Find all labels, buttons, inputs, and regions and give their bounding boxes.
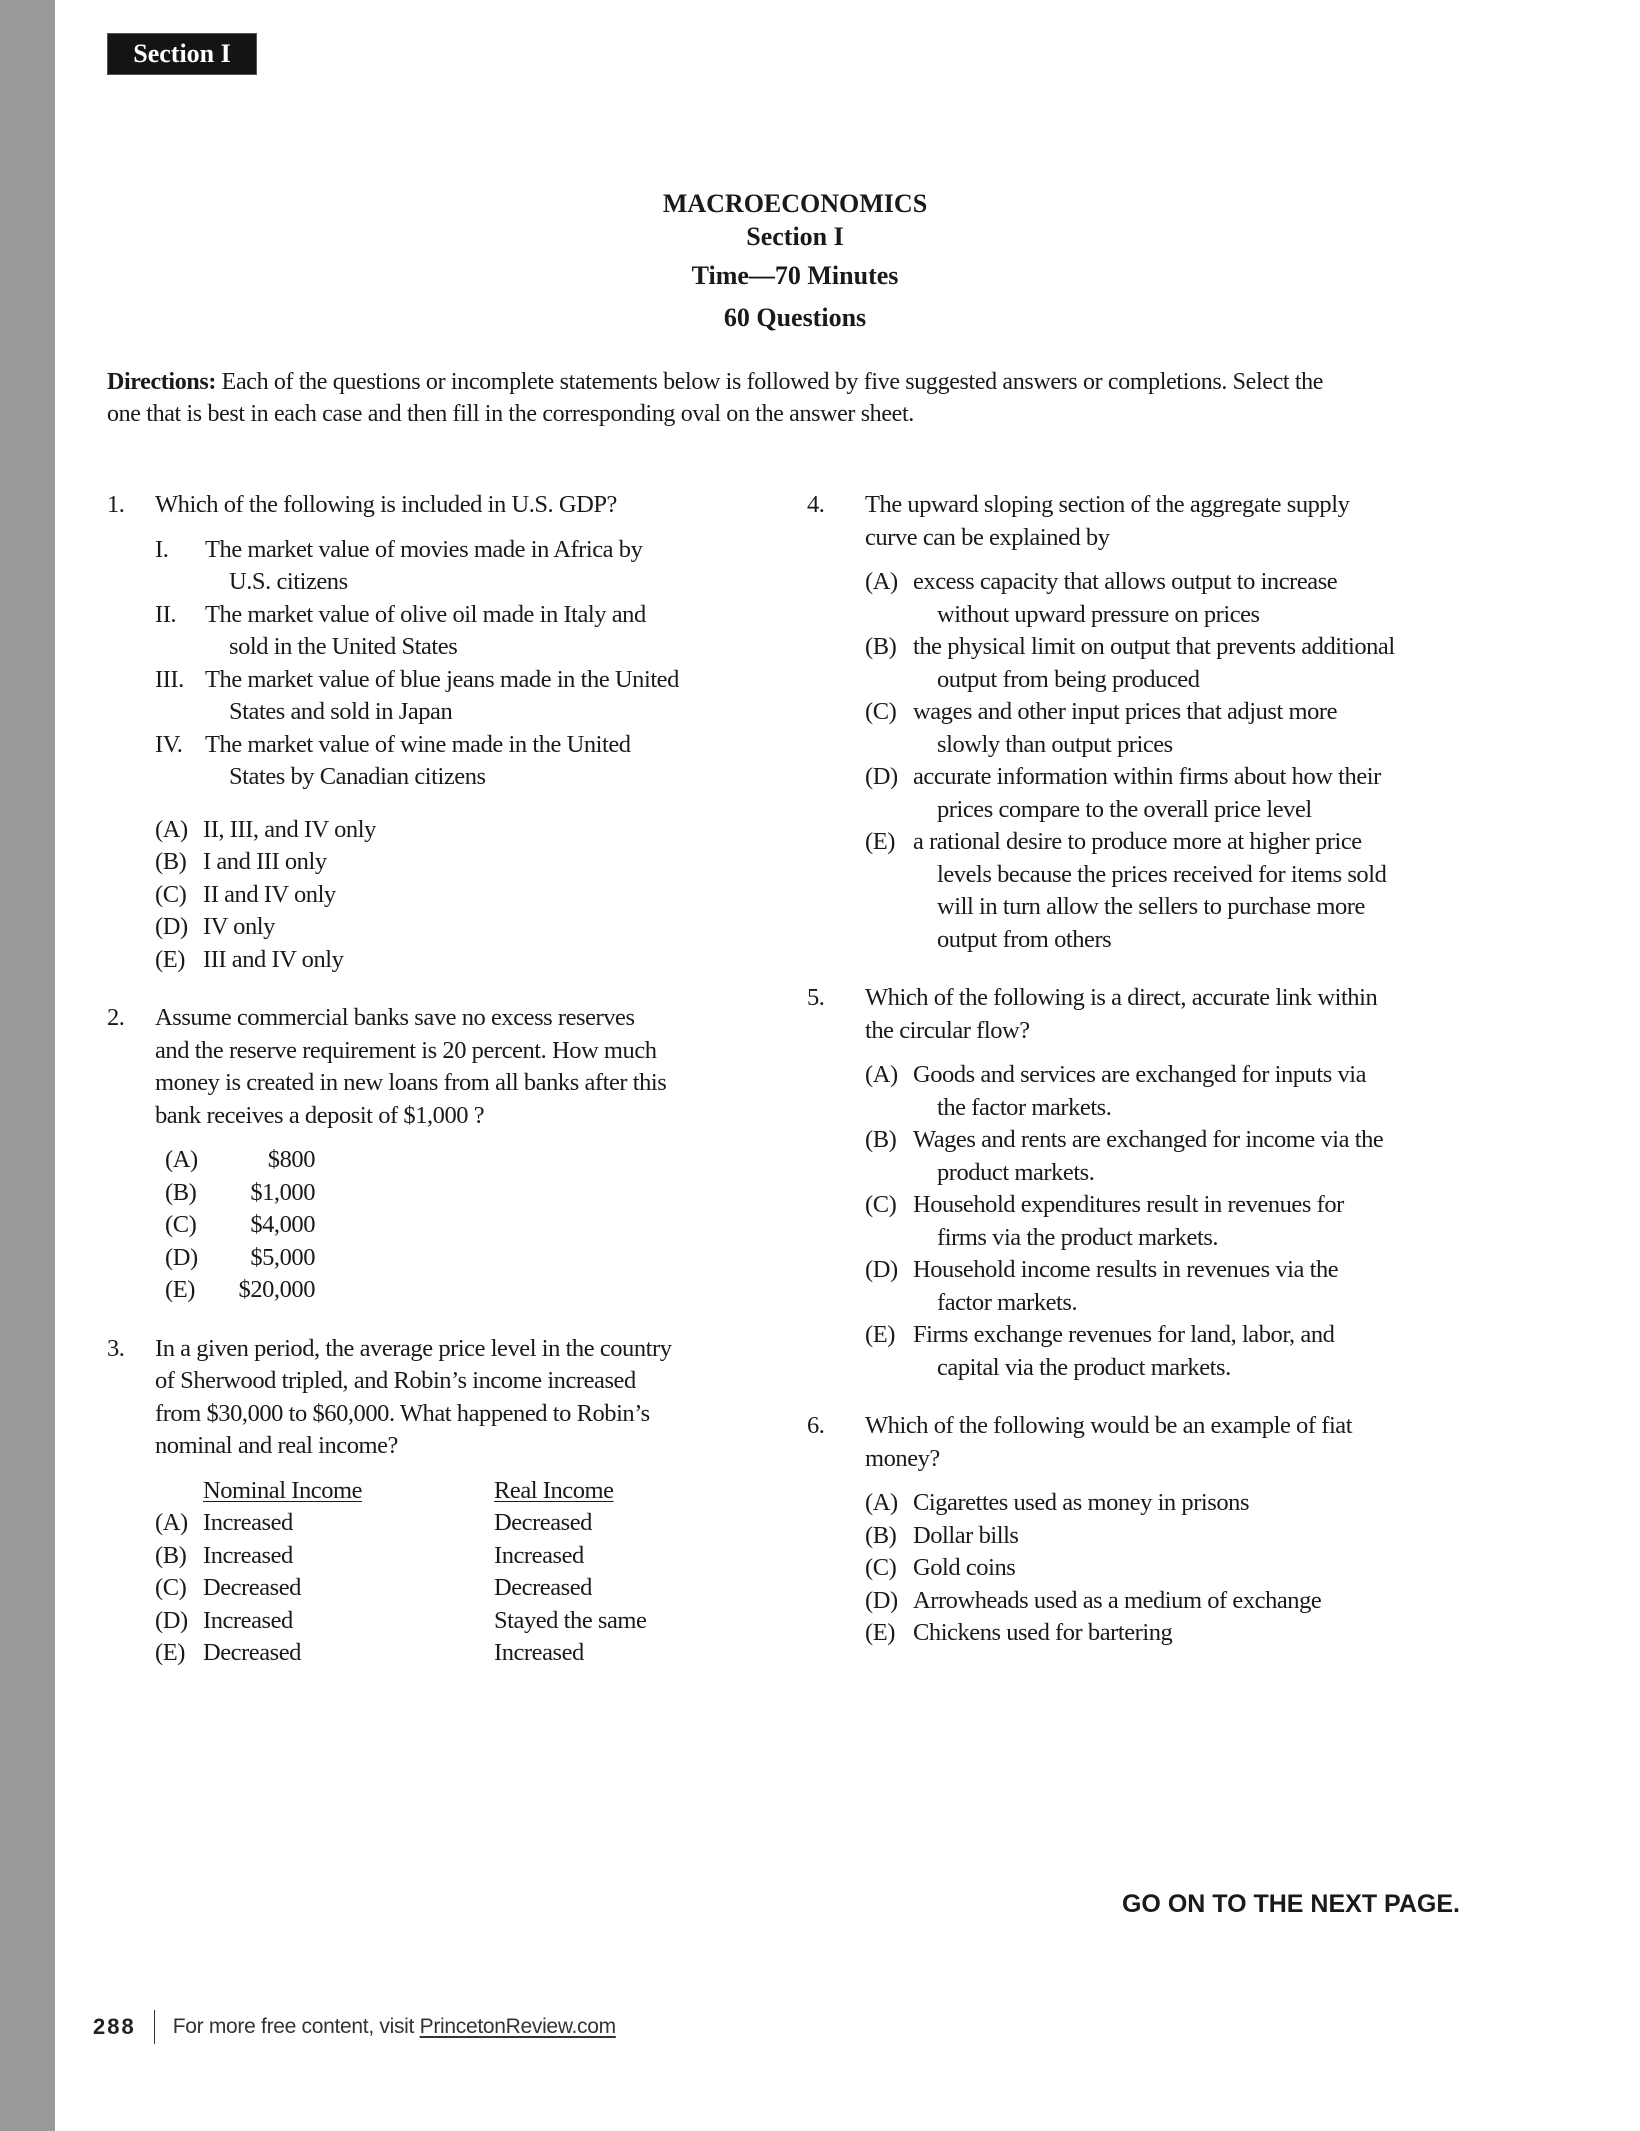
option-letter: (C) [165,1211,197,1238]
option-letter: (C) [155,1574,187,1601]
statement-item [155,729,767,794]
section-tag: Section I [107,33,257,75]
answer-option[interactable] [165,1177,767,1210]
directions-label: Directions: [107,369,217,395]
option-real: Stayed the same [494,1606,647,1634]
answer-option[interactable] [865,1254,1497,1319]
answer-option[interactable] [865,1617,1497,1650]
question-text [865,1410,1497,1475]
option-text-cont: levels because the prices received for items sold [937,860,1387,888]
option-text-cont: product markets. [937,1158,1095,1186]
question-text [155,1333,767,1463]
option-text: the physical limit on output that prevents additional [913,633,1395,660]
question-number: 4. [807,491,825,518]
option-text: Firms exchange revenues for land, labor, and [913,1321,1335,1348]
option-letter: (A) [165,1146,198,1173]
page-footer [93,2010,616,2044]
option-letter: (B) [865,1126,897,1153]
question-line: Assume commercial banks save no excess reserves [155,1004,635,1031]
option-letter: (D) [865,763,898,790]
option-text-cont: prices compare to the overall price level [937,795,1312,823]
option-letter: (C) [155,880,187,908]
option-nominal: Increased [203,1509,293,1536]
right-column [807,489,1497,1676]
answer-options [165,1144,767,1307]
section-heading [55,187,1535,339]
statement-text-cont: sold in the United States [229,633,458,660]
answer-option[interactable] [155,1605,767,1638]
answer-option[interactable] [165,1144,767,1177]
option-letter: (D) [155,913,188,940]
option-text: Dollar bills [913,1521,1019,1549]
option-text: accurate information within firms about how their [913,763,1381,790]
answer-table-header [155,1475,767,1508]
statement-numeral: II. [155,600,177,628]
option-text: Chickens used for bartering [913,1619,1173,1646]
question-number: 5. [807,984,825,1011]
answer-option[interactable] [865,1059,1497,1124]
option-text: I and III only [203,848,327,875]
statement-text-cont: States by Canadian citizens [229,763,486,790]
option-letter: (E) [155,945,185,973]
answer-option[interactable] [155,1572,767,1605]
statement-numeral: IV. [155,730,183,758]
answer-option[interactable] [155,879,767,912]
page-number: 288 [93,2014,136,2039]
directions [107,366,1477,430]
question-line: bank receives a deposit of $1,000 ? [155,1101,485,1129]
option-text: Household income results in revenues via the [913,1256,1339,1283]
option-letter: (D) [165,1243,198,1271]
answer-options [155,814,767,977]
answer-option[interactable] [155,814,767,847]
question-5 [807,982,1497,1384]
question-line: the circular flow? [865,1016,1030,1044]
option-text: Gold coins [913,1554,1016,1581]
statement-item [155,534,767,599]
directions-line-1: Each of the questions or incomplete statements below is followed by five suggested answers or completions. Select the [221,369,1324,395]
option-amount: $1,000 [250,1178,315,1206]
option-letter: (D) [155,1606,188,1634]
answer-option[interactable] [865,1319,1497,1384]
question-line: nominal and real income? [155,1432,398,1459]
option-letter: (B) [165,1178,197,1206]
option-letter: (B) [155,1541,187,1569]
option-letter: (A) [155,1509,188,1536]
answer-option[interactable] [155,846,767,879]
question-text: Which of the following is included in U.S. GDP? [155,491,617,518]
answer-option[interactable] [865,1585,1497,1618]
question-line: and the reserve requirement is 20 percent. How much [155,1036,657,1064]
statement-text: The market value of wine made in the United [205,730,631,758]
statement-text: The market value of blue jeans made in the United [205,665,679,693]
question-3 [107,1333,767,1670]
heading-question-count: 60 Questions [723,303,867,332]
option-text-cont: capital via the product markets. [937,1353,1231,1381]
answer-option[interactable] [865,1189,1497,1254]
question-text [155,1002,767,1132]
option-text: wages and other input prices that adjust more [913,698,1338,725]
option-text-cont: factor markets. [937,1288,1078,1316]
question-line: Which of the following would be an example of fiat [865,1412,1353,1439]
option-text-cont: slowly than output prices [937,730,1173,758]
option-text: II, III, and IV only [203,815,376,843]
question-line: The upward sloping section of the aggregate supply [865,491,1350,518]
option-text: Wages and rents are exchanged for income via the [913,1126,1384,1153]
option-letter: (B) [865,1521,897,1549]
option-letter: (A) [865,568,898,595]
option-letter: (E) [865,1619,895,1646]
option-nominal: Decreased [203,1639,301,1666]
option-letter: (E) [155,1639,185,1666]
answer-option[interactable] [865,826,1497,956]
question-number: 3. [107,1334,125,1362]
option-text-cont: output from others [937,925,1112,953]
princeton-review-link[interactable]: PrincetonReview.com [419,2015,616,2038]
option-letter: (E) [165,1276,195,1303]
option-text: Goods and services are exchanged for inputs via [913,1061,1367,1088]
option-text-cont: output from being produced [937,665,1200,693]
option-text: III and IV only [203,945,344,973]
statement-text-cont: States and sold in Japan [229,698,453,725]
column-header-real: Real Income [494,1476,614,1504]
option-letter: (C) [865,1191,897,1218]
answer-option[interactable] [865,1520,1497,1553]
option-nominal: Decreased [203,1574,301,1601]
option-real: Decreased [494,1509,592,1536]
option-text: a rational desire to produce more at higher price [913,828,1362,855]
answer-option[interactable] [155,1637,767,1670]
option-letter: (B) [155,848,187,875]
question-4 [807,489,1497,956]
option-amount: $800 [267,1146,315,1173]
statement-item [155,664,767,729]
question-line: of Sherwood tripled, and Robin’s income increased [155,1367,636,1394]
question-line: curve can be explained by [865,523,1110,551]
option-text: II and IV only [203,880,336,908]
question-number: 2. [107,1004,125,1031]
option-text: Cigarettes used as money in prisons [913,1489,1250,1516]
answer-option[interactable] [865,761,1497,826]
question-text [865,982,1497,1047]
option-nominal: Increased [203,1541,293,1569]
heading-title: MACROECONOMICS [662,189,928,218]
statement-list [155,534,767,794]
option-letter: (C) [865,1554,897,1581]
directions-line-2: one that is best in each case and then fill in the corresponding oval on the answer sheet. [107,401,914,427]
option-text-cont: will in turn allow the sellers to purchase more [937,893,1365,920]
option-amount: $5,000 [250,1243,315,1271]
answer-option[interactable] [865,1487,1497,1520]
option-real: Increased [494,1541,584,1569]
question-line: from $30,000 to $60,000. What happened to Robin’s [155,1399,650,1427]
option-letter: (A) [865,1061,898,1088]
answer-option[interactable] [155,1540,767,1573]
statement-numeral: I. [155,535,169,563]
option-text-cont: the factor markets. [937,1093,1112,1121]
statement-text-cont: U.S. citizens [229,568,348,595]
option-letter: (B) [865,633,897,660]
answer-option[interactable] [155,944,767,977]
question-number: 6. [807,1412,825,1439]
answer-option[interactable] [865,1124,1497,1189]
go-on-next-page: GO ON TO THE NEXT PAGE. [1121,1890,1460,1918]
option-text: excess capacity that allows output to increase [913,568,1338,595]
option-real: Decreased [494,1574,592,1601]
statement-text: The market value of movies made in Africa by [205,535,643,563]
option-nominal: Increased [203,1606,293,1634]
question-2 [107,1002,767,1307]
answer-option[interactable] [165,1209,767,1242]
statement-numeral: III. [155,665,184,693]
statement-item [155,599,767,664]
option-real: Increased [494,1639,584,1666]
heading-time: Time—70 Minutes [691,261,899,290]
question-6 [807,1410,1497,1650]
option-text: Arrowheads used as a medium of exchange [913,1586,1322,1614]
option-text: IV only [203,913,275,940]
footer-prefix: For more free content, visit [172,2015,420,2038]
heading-section: Section I [746,222,844,251]
answer-option[interactable] [865,1552,1497,1585]
answer-options [865,1059,1497,1384]
answer-option[interactable] [155,1507,767,1540]
footer-divider [154,2010,155,2044]
question-1 [107,489,767,976]
question-line: Which of the following is a direct, accurate link within [865,984,1378,1011]
option-text-cont: without upward pressure on prices [937,600,1260,628]
option-letter: (E) [865,828,895,855]
answer-option[interactable] [865,696,1497,761]
answer-option[interactable] [155,911,767,944]
option-letter: (D) [865,1256,898,1283]
question-line: In a given period, the average price level in the country [155,1334,672,1362]
option-letter: (C) [865,698,897,725]
question-line: money is created in new loans from all banks after this [155,1069,667,1096]
option-letter: (E) [865,1321,895,1348]
statement-text: The market value of olive oil made in Italy and [205,600,646,628]
option-letter: (A) [865,1489,898,1516]
option-amount: $4,000 [250,1211,315,1238]
answer-options [865,566,1497,956]
option-letter: (A) [155,815,188,843]
question-number: 1. [107,491,125,518]
question-text [865,489,1497,554]
column-header-nominal: Nominal Income [203,1476,363,1504]
option-letter: (D) [865,1586,898,1614]
answer-options [865,1487,1497,1650]
answer-table [155,1475,767,1670]
option-text-cont: firms via the product markets. [937,1223,1219,1251]
footer-text [173,2015,616,2039]
question-line: money? [865,1444,940,1472]
left-column [107,489,767,1696]
answer-option[interactable] [165,1274,767,1307]
answer-option[interactable] [165,1242,767,1275]
page-gutter [0,0,55,2131]
option-text: Household expenditures result in revenues for [913,1191,1344,1218]
answer-option[interactable] [865,566,1497,631]
answer-option[interactable] [865,631,1497,696]
option-amount: $20,000 [238,1276,315,1303]
